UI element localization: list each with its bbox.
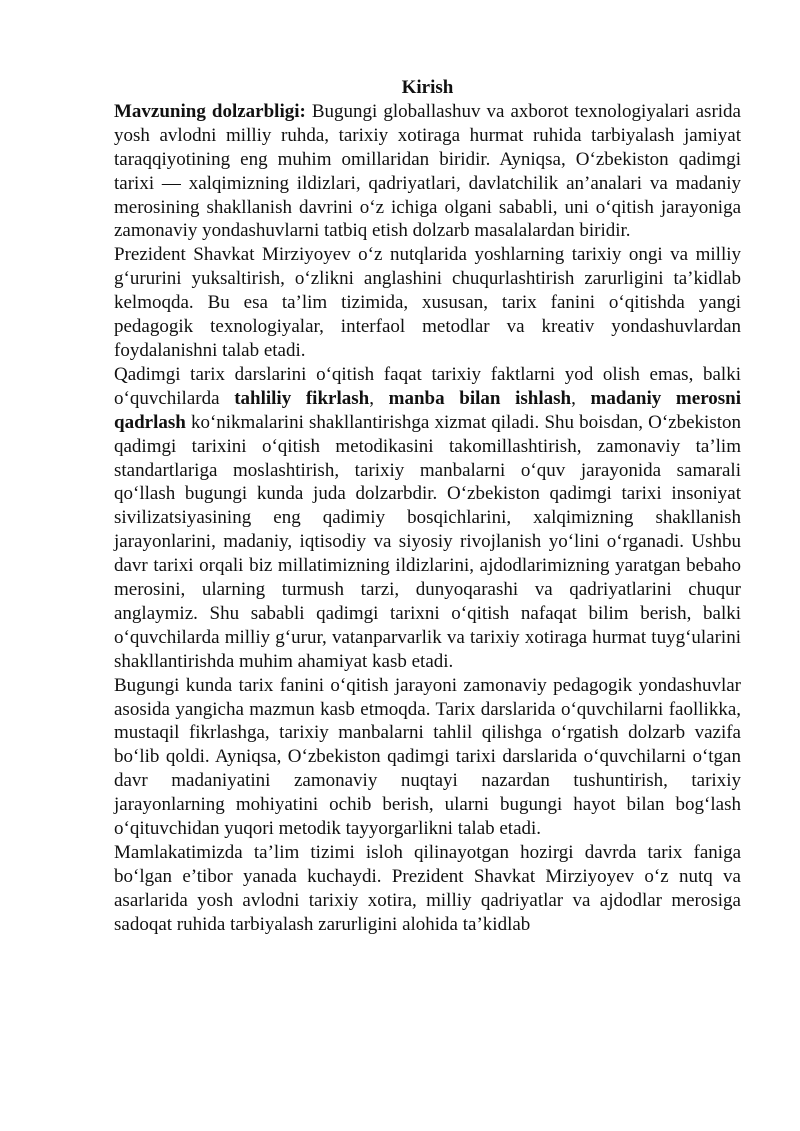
- ancient-history-text-2: ko‘nikmalarini shakllantirishga xizmat qiladi. Shu boisdan, O‘zbekiston qadimgi tarixini o‘qitish metodikasini takomillashtirish, zamonaviy ta’lim standartlariga moslashtirish, tarixiy manbalarni o‘quv jarayonida samarali qo‘llash bugungi kunda juda dolzarbdir. O‘zbekiston qadimgi tarixi insoniyat sivilizatsiyasining eng qadimiy bosqichlarini, xalqimizning shakllanish jarayonlarini, madaniy, iqtisodiy va siyosiy rivojlanish yo‘lini o‘rganadi. Ushbu davr tarixi orqali biz millatimizning ildizlarini, ajdodlarimizning yaratgan bebaho merosini, ularning turmush tarzi, dunyoqarashi va qadriyatlarini chuqur anglaymiz. Shu sababli qadimgi tarixni o‘qitish nafaqat bilim berish, balki o‘quvchilarda milliy g‘urur, vatanparvarlik va tarixiy xotiraga hurmat tuyg‘ularini shakllantirishda muhim ahamiyat kasb etadi.: [114, 411, 741, 672]
- relevance-text: Bugungi globallashuv va axborot texnologiyalari asrida yosh avlodni milliy ruhda, tarixiy xotiraga hurmat ruhida tarbiyalash jamiyat taraqqiyotining eng muhim omillaridan biridir. Ayniqsa, O‘zbekiston qadimgi tarixi — xalqimizning ildizlari, qadriyatlari, davlatchilik an’analari va madaniy merosining shakllanish davrini o‘z ichiga olgani sababli, uni o‘qitish jarayoniga zamonaviy yondashuvlarni tatbiq etish dolzarb masalalardan biridir.: [114, 100, 741, 242]
- paragraph-relevance: [114, 100, 741, 243]
- bold-analytical-thinking: tahliliy fikrlash: [234, 387, 370, 409]
- relevance-lead: Mavzuning dolzarbligi:: [114, 100, 306, 122]
- document-title: Kirish: [401, 77, 454, 98]
- paragraph-education-reform: Mamlakatimizda ta’lim tizimi isloh qilinayotgan hozirgi davrda tarix faniga bo‘lgan e’tibor yanada kuchaydi. Prezident Shavkat Mirziyoyev o‘z nutq va asarlarida yosh avlodni tarixiy xotira, milliy qadriyatlar va ajdodlar merosiga sadoqat ruhida tarbiyalash zarurligini alohida ta’kidlab: [114, 842, 741, 935]
- bold-cultural-heritage: madaniy merosni qadrlash: [114, 387, 742, 433]
- bold-source-work: manba bilan ishlash: [388, 387, 572, 409]
- separator-1: ,: [369, 387, 389, 409]
- paragraph-president: Prezident Shavkat Mirziyoyev o‘z nutqlarida yoshlarning tarixiy ongi va milliy g‘ururini yuksaltirish, o‘zlikni anglashini chuqurlashtirish zarurligini ta’kidlab kelmoqda. Bu esa ta’lim tizimida, xususan, tarix fanini o‘qitishda yangi pedagogik texnologiyalar, interfaol metodlar va kreativ yondashuvlardan foydalanishni talab etadi.: [114, 244, 741, 361]
- paragraph-teaching-process: Bugungi kunda tarix fanini o‘qitish jarayoni zamonaviy pedagogik yondashuvlar asosida yangicha mazmun kasb etmoqda. Tarix darslarida o‘quvchilarni faollikka, mustaqil fikrlashga, tarixiy manbalarni tahlil qilishga o‘rgatish dolzarb vazifa bo‘lib qoldi. Ayniqsa, O‘zbekiston qadimgi tarixi darslarida o‘quvchilarni o‘tgan davr madaniyatini zamonaviy nuqtayi nazardan tushuntirish, tarixiy jarayonlarning mohiyatini ochib berish, ularni bugungi hayot bilan bog‘lash o‘qituvchidan yuqori metodik tayyorgarlikni talab etadi.: [114, 674, 741, 840]
- document-page: [114, 76, 741, 937]
- separator-2: ,: [571, 387, 591, 409]
- ancient-history-text-1: Qadimgi tarix darslarini o‘qitish faqat tarixiy faktlarni yod olish emas, balki o‘quvchilarda: [114, 363, 741, 409]
- paragraph-ancient-history: [114, 363, 741, 674]
